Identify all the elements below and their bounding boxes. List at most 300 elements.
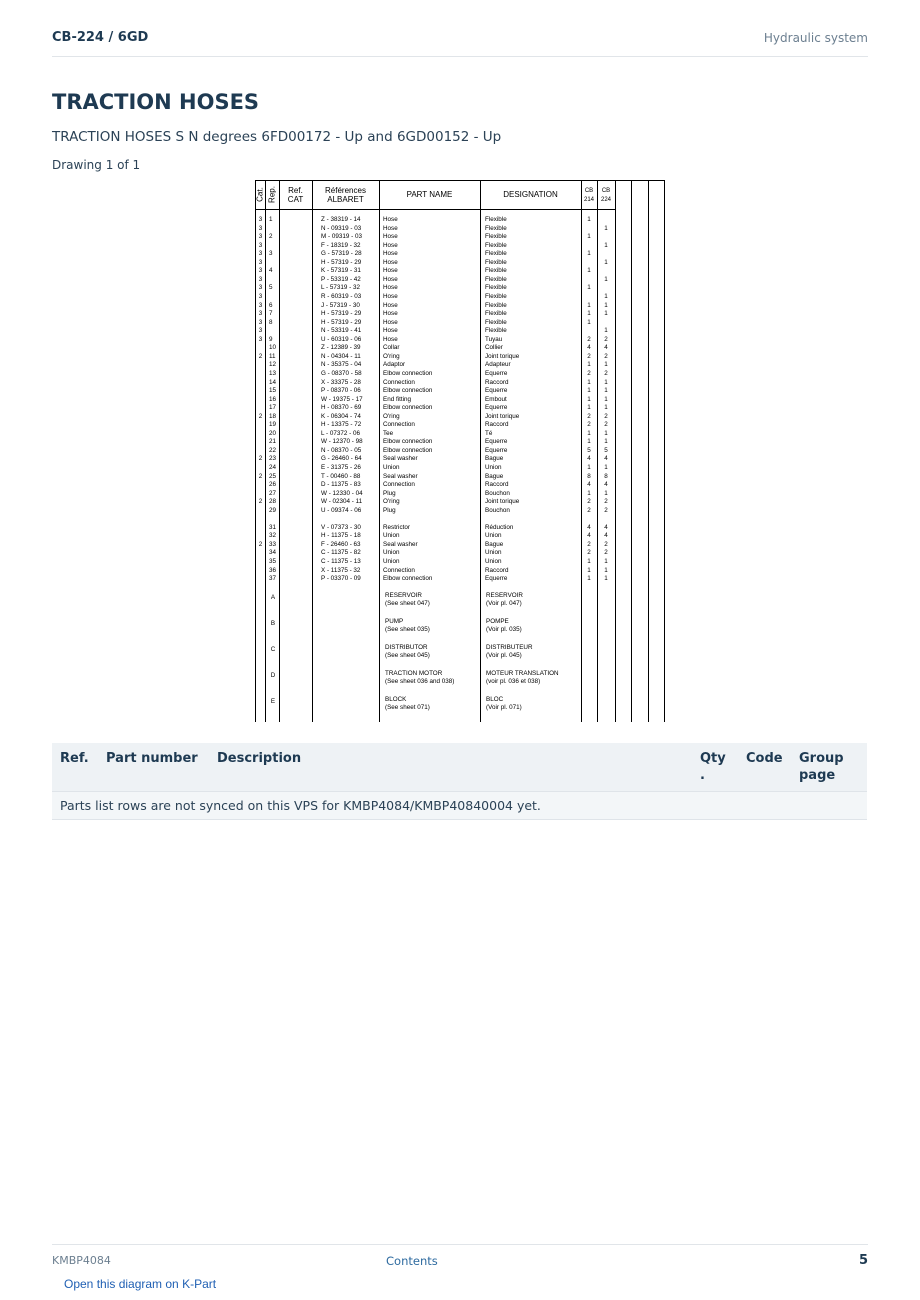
drawing-cell-rep: 27 <box>269 489 277 497</box>
drawing-cell-qty-cb214: 1 <box>587 318 591 326</box>
drawing-cell-qty-cb214: 2 <box>587 352 591 360</box>
column-group-page: Group page <box>791 743 867 792</box>
drawing-cell-reference: V - 07373 - 30 <box>321 523 361 531</box>
drawing-cell-qty-cb214: 1 <box>587 575 591 583</box>
drawing-cell-part-name: Plug <box>383 506 396 514</box>
drawing-cell-part-name: Tee <box>383 429 394 437</box>
drawing-cell-part-name: Adaptor <box>383 361 406 369</box>
drawing-cell-part-name: Seal washer <box>383 455 418 463</box>
drawing-cell-reference: H - 13375 - 72 <box>321 421 362 429</box>
drawing-cell-cat: 3 <box>258 233 263 241</box>
drawing-cell-part-name: Elbow connection <box>383 369 433 377</box>
drawing-cell-part-name: Hose <box>383 301 398 309</box>
drawing-cell-reference: C - 11375 - 13 <box>321 558 361 565</box>
drawing-cell-qty-cb224: 1 <box>604 464 608 471</box>
drawing-cell-reference: X - 33375 - 28 <box>321 378 361 386</box>
drawing-cell-part-name: Union <box>383 558 400 565</box>
drawing-cell-designation: Union <box>485 464 502 471</box>
column-code: Code <box>738 743 791 792</box>
document-code: CB-224 / 6GD <box>52 30 149 45</box>
drawing-cell-designation: Joint torique <box>485 498 520 506</box>
drawing-cell-qty-cb224: 1 <box>604 558 608 565</box>
drawing-cell-designation: Collier <box>485 344 503 352</box>
drawing-cell-rep: 16 <box>269 395 277 403</box>
drawing-cell-reference: M - 09319 - 03 <box>321 233 362 241</box>
drawing-cell-reference: E - 31375 - 26 <box>321 464 361 471</box>
drawing-cell-qty-cb214: 1 <box>587 310 591 317</box>
drawing-cell-part-name: Hose <box>383 318 398 326</box>
drawing-note-rep: A <box>270 594 276 601</box>
drawing-cell-qty-cb224: 2 <box>604 498 608 506</box>
drawing-note-des2: (Voir pl. 035) <box>486 626 522 633</box>
drawing-cell-part-name: Elbow connection <box>383 575 433 583</box>
drawing-cell-designation: Flexible <box>485 216 507 223</box>
drawing-note-name2: (See sheet 047) <box>385 600 430 607</box>
drawing-cell-qty-cb224: 1 <box>604 310 608 317</box>
drawing-cell-qty-cb224: 4 <box>604 344 608 352</box>
drawing-cell-part-name: O'ring <box>383 498 400 506</box>
drawing-cell-part-name: Elbow connection <box>383 438 433 446</box>
drawing-cell-designation: Raccord <box>485 566 509 574</box>
drawing-cell-rep: 24 <box>269 464 277 471</box>
drawing-cell-rep: 10 <box>269 344 277 352</box>
drawing-cell-qty-cb214: 1 <box>587 489 591 497</box>
drawing-cell-designation: Raccord <box>485 421 509 429</box>
drawing-cell-qty-cb214: 1 <box>587 404 591 412</box>
drawing-note-name2: (See sheet 036 and 038) <box>385 678 455 685</box>
drawing-note-name: TRACTION MOTOR <box>385 670 443 677</box>
drawing-cell-qty-cb224: 5 <box>604 446 608 454</box>
drawing-cell-reference: U - 60319 - 06 <box>321 335 362 343</box>
drawing-cell-qty-cb224: 1 <box>604 566 608 574</box>
drawing-cell-reference: H - 57319 - 29 <box>321 310 362 317</box>
drawing-cell-part-name: Hose <box>383 327 398 335</box>
column-qty: Qty . <box>692 743 738 792</box>
drawing-cell-part-name: Seal washer <box>383 540 418 548</box>
drawing-cell-reference: N - 35375 - 04 <box>321 361 362 369</box>
drawing-note-name2: (See sheet 071) <box>385 704 430 711</box>
drawing-cell-cat: 3 <box>258 224 263 232</box>
drawing-cell-reference: D - 11375 - 83 <box>321 481 361 489</box>
drawing-cell-reference: R - 60319 - 03 <box>321 292 362 300</box>
drawing-cell-cat: 3 <box>258 335 263 343</box>
drawing-cell-qty-cb214: 1 <box>587 250 591 258</box>
drawing-cell-rep: 26 <box>269 481 277 489</box>
drawing-cell-qty-cb214: 2 <box>587 369 591 377</box>
drawing-cell-reference: K - 06304 - 74 <box>321 412 361 420</box>
drawing-cell-rep: 14 <box>269 378 277 386</box>
empty-table-message: Parts list rows are not synced on this VPS for KMBP4084/KMBP40840004 yet. <box>52 792 867 820</box>
drawing-cell-qty-cb224: 1 <box>604 575 608 583</box>
section-name: Hydraulic system <box>763 31 868 45</box>
column-part-number: Part number <box>98 743 209 792</box>
drawing-cell-qty-cb224: 1 <box>604 489 608 497</box>
drawing-note-des: DISTRIBUTEUR <box>486 644 533 651</box>
drawing-cell-part-name: Hose <box>383 233 398 241</box>
drawing-cell-qty-cb224: 1 <box>604 258 608 266</box>
drawing-cell-designation: Bague <box>485 455 504 463</box>
drawing-cell-rep: 11 <box>269 352 276 360</box>
drawing-cell-qty-cb224: 4 <box>604 481 608 489</box>
header-designation: DESIGNATION <box>503 190 558 199</box>
parts-drawing <box>255 180 665 722</box>
drawing-cell-part-name: Union <box>383 549 400 557</box>
drawing-cell-qty-cb224: 1 <box>604 361 608 369</box>
drawing-cell-reference: H - 57319 - 29 <box>321 318 362 326</box>
drawing-cell-qty-cb224: 2 <box>604 369 608 377</box>
drawing-cell-rep: 3 <box>269 250 273 258</box>
drawing-cell-part-name: Hose <box>383 250 398 258</box>
page-header <box>52 28 868 57</box>
table-row <box>52 792 867 820</box>
drawing-cell-qty-cb224: 1 <box>604 292 608 300</box>
drawing-cell-reference: T - 00460 - 88 <box>321 472 361 480</box>
drawing-note-name2: (See sheet 045) <box>385 652 430 659</box>
drawing-cell-reference: Z - 38319 - 14 <box>321 216 361 223</box>
drawing-cell-qty-cb214: 2 <box>587 498 591 506</box>
drawing-note-des2: (Voir pl. 045) <box>486 652 522 659</box>
drawing-cell-cat: 2 <box>258 412 263 420</box>
page-footer <box>52 1244 868 1275</box>
drawing-cell-cat: 3 <box>258 258 263 266</box>
drawing-note-des2: (voir pl. 036 et 038) <box>486 678 541 685</box>
drawing-cell-designation: Réduction <box>485 523 514 531</box>
drawing-cell-part-name: Hose <box>383 310 398 317</box>
drawing-cell-reference: W - 12330 - 04 <box>321 489 363 497</box>
drawing-cell-reference: H - 11375 - 18 <box>321 532 361 540</box>
drawing-cell-designation: Equerre <box>485 404 508 412</box>
drawing-cell-reference: N - 09319 - 03 <box>321 224 362 232</box>
drawing-cell-part-name: Connection <box>383 566 415 574</box>
parts-table-header <box>52 743 867 792</box>
drawing-cell-reference: G - 57319 - 28 <box>321 250 362 258</box>
drawing-note-des: MOTEUR TRANSLATION <box>486 670 559 677</box>
parts-list-table <box>52 743 867 820</box>
header-ref-cat: Ref. CAT <box>287 186 304 204</box>
drawing-cell-qty-cb224: 1 <box>604 275 608 283</box>
drawing-cell-qty-cb214: 1 <box>587 233 591 241</box>
drawing-cell-rep: 7 <box>269 310 273 317</box>
drawing-note-rep: C <box>270 646 276 653</box>
drawing-cell-part-name: Restrictor <box>383 523 410 531</box>
drawing-cell-qty-cb214: 1 <box>587 387 591 394</box>
open-on-kpart-link[interactable]: Open this diagram on K-Part <box>64 1277 217 1291</box>
drawing-cell-qty-cb224: 1 <box>604 301 608 309</box>
drawing-cell-rep: 31 <box>269 523 277 531</box>
drawing-cell-reference: N - 53319 - 41 <box>321 327 362 335</box>
drawing-cell-part-name: Elbow connection <box>383 387 433 394</box>
drawing-cell-qty-cb224: 4 <box>604 523 608 531</box>
drawing-cell-cat: 3 <box>258 284 263 292</box>
drawing-cell-qty-cb224: 2 <box>604 506 608 514</box>
drawing-cell-designation: Raccord <box>485 378 509 386</box>
drawing-cell-part-name: Hose <box>383 258 398 266</box>
drawing-cell-reference: C - 11375 - 82 <box>321 549 361 557</box>
drawing-cell-rep: 20 <box>269 429 277 437</box>
drawing-cell-qty-cb224: 1 <box>604 327 608 335</box>
drawing-cell-rep: 22 <box>269 446 277 454</box>
drawing-cell-qty-cb224: 2 <box>604 540 608 548</box>
drawing-cell-reference: N - 08370 - 05 <box>321 446 362 454</box>
drawing-cell-rep: 9 <box>269 335 273 343</box>
drawing-note-name: RESERVOIR <box>385 592 422 599</box>
drawing-cell-part-name: Hose <box>383 216 398 223</box>
drawing-cell-designation: Raccord <box>485 481 509 489</box>
drawing-cell-qty-cb214: 4 <box>587 344 591 352</box>
drawing-cell-reference: W - 19375 - 17 <box>321 395 363 403</box>
drawing-cell-part-name: Connection <box>383 378 415 386</box>
drawing-cell-reference: G - 08370 - 58 <box>321 369 362 377</box>
drawing-cell-designation: Adapteur <box>485 361 511 369</box>
drawing-cell-reference: F - 18319 - 32 <box>321 241 361 249</box>
drawing-note-des: BLOC <box>486 696 504 703</box>
drawing-cell-qty-cb224: 1 <box>604 387 608 394</box>
drawing-note-rep: E <box>270 698 276 705</box>
drawing-cell-part-name: Elbow connection <box>383 446 433 454</box>
drawing-cell-qty-cb224: 1 <box>604 429 608 437</box>
drawing-cell-rep: 28 <box>269 498 277 506</box>
drawing-cell-reference: H - 57319 - 29 <box>321 258 362 266</box>
drawing-cell-cat: 3 <box>258 241 263 249</box>
drawing-cell-reference: W - 12370 - 98 <box>321 438 363 446</box>
drawing-cell-designation: Joint torique <box>485 412 520 420</box>
drawing-cell-reference: W - 02304 - 11 <box>321 498 363 506</box>
drawing-cell-cat: 2 <box>258 472 263 480</box>
drawing-cell-part-name: Connection <box>383 481 415 489</box>
drawing-cell-part-name: Hose <box>383 267 398 275</box>
drawing-cell-rep: 37 <box>269 575 277 583</box>
drawing-cell-rep: 15 <box>269 387 277 394</box>
drawing-cell-part-name: Hose <box>383 224 398 232</box>
drawing-cell-qty-cb214: 1 <box>587 438 591 446</box>
drawing-cell-part-name: End fitting <box>383 395 412 403</box>
drawing-cell-part-name: Hose <box>383 284 398 292</box>
drawing-cell-reference: U - 09374 - 06 <box>321 506 362 514</box>
drawing-cell-rep: 18 <box>269 412 277 420</box>
drawing-cell-qty-cb214: 1 <box>587 216 591 223</box>
drawing-cell-designation: Bouchon <box>485 489 510 497</box>
page-title: TRACTION HOSES <box>52 90 260 114</box>
drawing-cell-part-name: Connection <box>383 421 415 429</box>
drawing-cell-reference: L - 07372 - 06 <box>321 429 360 437</box>
drawing-cell-part-name: Seal washer <box>383 472 418 480</box>
drawing-cell-rep: 35 <box>269 558 277 565</box>
drawing-cell-designation: Flexible <box>485 233 507 241</box>
page-subtitle: TRACTION HOSES S N degrees 6FD00172 - Up and 6GD00152 - Up <box>52 129 502 145</box>
drawing-cell-rep: 25 <box>269 472 277 480</box>
drawing-cell-qty-cb214: 5 <box>587 446 591 454</box>
drawing-cell-rep: 36 <box>269 566 277 574</box>
contents-link[interactable]: Contents <box>386 1254 438 1268</box>
drawing-cell-rep: 12 <box>269 361 277 369</box>
drawing-cell-cat: 3 <box>258 275 263 283</box>
drawing-cell-cat: 3 <box>258 301 263 309</box>
drawing-note-des: POMPE <box>486 618 509 625</box>
drawing-cell-part-name: Hose <box>383 335 398 343</box>
drawing-cell-cat: 3 <box>258 327 263 335</box>
drawing-cell-rep: 2 <box>269 233 273 241</box>
drawing-cell-qty-cb214: 2 <box>587 421 591 429</box>
header-part-name: PART NAME <box>406 190 453 199</box>
drawing-cell-designation: Bague <box>485 472 504 480</box>
drawing-cell-rep: 32 <box>269 532 277 540</box>
drawing-note-des2: (Voir pl. 071) <box>486 704 522 711</box>
drawing-cell-designation: Equerre <box>485 575 508 583</box>
drawing-cell-reference: Z - 12389 - 39 <box>321 344 361 352</box>
drawing-cell-reference: K - 57319 - 31 <box>321 267 361 275</box>
drawing-cell-qty-cb214: 1 <box>587 361 591 369</box>
drawing-cell-qty-cb224: 2 <box>604 549 608 557</box>
drawing-cell-rep: 34 <box>269 549 277 557</box>
drawing-cell-qty-cb224: 1 <box>604 438 608 446</box>
drawing-cell-qty-cb214: 1 <box>587 558 591 565</box>
drawing-cell-qty-cb214: 4 <box>587 481 591 489</box>
drawing-cell-designation: Té <box>485 429 493 437</box>
drawing-cell-qty-cb214: 2 <box>587 412 591 420</box>
drawing-cell-rep: 6 <box>269 301 273 309</box>
header-cat: Cat. <box>255 187 265 202</box>
drawing-cell-designation: Equerre <box>485 369 508 377</box>
drawing-cell-qty-cb224: 1 <box>604 241 608 249</box>
drawing-cell-qty-cb214: 2 <box>587 335 591 343</box>
drawing-cell-reference: G - 26460 - 64 <box>321 455 362 463</box>
drawing-cell-part-name: Hose <box>383 241 398 249</box>
drawing-cell-reference: P - 08370 - 06 <box>321 387 361 394</box>
drawing-cell-qty-cb214: 1 <box>587 429 591 437</box>
drawing-cell-part-name: Collar <box>383 344 400 352</box>
drawing-cell-qty-cb224: 4 <box>604 532 608 540</box>
drawing-cell-part-name: Elbow connection <box>383 404 433 412</box>
drawing-note-rep: B <box>270 620 276 627</box>
drawing-cell-designation: Embout <box>485 395 507 403</box>
drawing-cell-qty-cb214: 1 <box>587 395 591 403</box>
drawing-note-des: RESERVOIR <box>486 592 523 599</box>
drawing-cell-cat: 2 <box>258 498 263 506</box>
drawing-cell-cat: 3 <box>258 216 263 223</box>
drawing-cell-qty-cb214: 1 <box>587 284 591 292</box>
drawing-cell-qty-cb214: 2 <box>587 549 591 557</box>
drawing-label: Drawing 1 of 1 <box>52 158 141 172</box>
drawing-cell-cat: 3 <box>258 250 263 258</box>
header-references: Références ALBARET <box>325 186 366 204</box>
page-number: 5 <box>858 1253 868 1268</box>
drawing-cell-qty-cb224: 2 <box>604 335 608 343</box>
drawing-cell-qty-cb224: 1 <box>604 395 608 403</box>
drawing-cell-qty-cb214: 4 <box>587 455 591 463</box>
drawing-cell-designation: Union <box>485 549 502 557</box>
drawing-cell-qty-cb224: 1 <box>604 404 608 412</box>
drawing-cell-designation: Flexible <box>485 258 507 266</box>
drawing-cell-designation: Bague <box>485 540 504 548</box>
drawing-cell-qty-cb224: 4 <box>604 455 608 463</box>
drawing-cell-qty-cb214: 1 <box>587 378 591 386</box>
drawing-cell-cat: 3 <box>258 267 263 275</box>
drawing-cell-rep: 17 <box>269 404 277 412</box>
drawing-cell-qty-cb214: 2 <box>587 506 591 514</box>
drawing-cell-reference: N - 04304 - 11 <box>321 352 361 360</box>
drawing-cell-designation: Union <box>485 558 502 565</box>
drawing-cell-rep: 4 <box>269 267 273 275</box>
drawing-cell-designation: Flexible <box>485 310 507 317</box>
drawing-cell-cat: 2 <box>258 352 263 360</box>
drawing-cell-qty-cb214: 1 <box>587 566 591 574</box>
drawing-cell-qty-cb224: 1 <box>604 378 608 386</box>
drawing-note-name: PUMP <box>385 618 404 625</box>
drawing-cell-designation: Tuyau <box>485 335 503 343</box>
drawing-cell-designation: Union <box>485 532 502 540</box>
drawing-cell-reference: H - 08370 - 69 <box>321 404 362 412</box>
drawing-cell-designation: Flexible <box>485 275 507 283</box>
drawing-cell-reference: P - 03370 - 09 <box>321 575 361 583</box>
drawing-cell-qty-cb224: 1 <box>604 224 608 232</box>
drawing-cell-designation: Bouchon <box>485 506 510 514</box>
drawing-cell-rep: 5 <box>269 284 273 292</box>
drawing-cell-part-name: Hose <box>383 292 398 300</box>
drawing-cell-qty-cb224: 8 <box>604 472 608 480</box>
drawing-cell-part-name: Plug <box>383 489 396 497</box>
drawing-cell-part-name: Hose <box>383 275 398 283</box>
header-cb214: CB 214 <box>583 188 594 203</box>
drawing-cell-designation: Flexible <box>485 241 507 249</box>
drawing-cell-qty-cb214: 8 <box>587 472 591 480</box>
drawing-cell-cat: 2 <box>258 540 263 548</box>
drawing-cell-qty-cb224: 2 <box>604 412 608 420</box>
drawing-cell-qty-cb214: 4 <box>587 532 591 540</box>
drawing-cell-rep: 19 <box>269 421 277 429</box>
drawing-cell-rep: 23 <box>269 455 277 463</box>
drawing-cell-qty-cb224: 2 <box>604 352 608 360</box>
drawing-note-name: DISTRIBUTOR <box>385 644 428 651</box>
drawing-cell-cat: 3 <box>258 310 263 317</box>
drawing-cell-rep: 29 <box>269 506 277 514</box>
drawing-cell-designation: Flexible <box>485 224 507 232</box>
footer-document-code: KMBP4084 <box>52 1254 111 1267</box>
drawing-cell-designation: Flexible <box>485 301 507 309</box>
drawing-cell-designation: Joint torique <box>485 352 520 360</box>
header-cb224: CB 224 <box>600 188 611 203</box>
drawing-cell-reference: X - 11375 - 32 <box>321 566 361 574</box>
drawing-cell-cat: 3 <box>258 318 263 326</box>
drawing-cell-rep: 8 <box>269 318 273 326</box>
header-rep: Rep. <box>267 186 277 203</box>
drawing-cell-designation: Flexible <box>485 284 507 292</box>
column-description: Description <box>209 743 692 792</box>
drawing-note-des2: (Voir pl. 047) <box>486 600 522 607</box>
drawing-cell-designation: Flexible <box>485 292 507 300</box>
drawing-cell-designation: Flexible <box>485 250 507 258</box>
drawing-cell-cat: 3 <box>258 292 263 300</box>
drawing-cell-reference: J - 57319 - 30 <box>321 301 360 309</box>
drawing-cell-qty-cb214: 4 <box>587 523 591 531</box>
drawing-cell-reference: F - 26460 - 63 <box>321 540 361 548</box>
drawing-note-name: BLOCK <box>385 696 407 703</box>
drawing-cell-reference: L - 57319 - 32 <box>321 284 360 292</box>
drawing-cell-designation: Equerre <box>485 446 508 454</box>
drawing-note-rep: D <box>270 672 276 679</box>
drawing-cell-cat: 2 <box>258 455 263 463</box>
drawing-cell-qty-cb214: 1 <box>587 267 591 275</box>
drawing-cell-qty-cb214: 1 <box>587 464 591 471</box>
drawing-cell-qty-cb224: 2 <box>604 421 608 429</box>
drawing-cell-reference: P - 53319 - 42 <box>321 275 361 283</box>
drawing-note-name2: (See sheet 035) <box>385 626 430 633</box>
drawing-cell-qty-cb214: 1 <box>587 301 591 309</box>
drawing-cell-rep: 21 <box>269 438 277 446</box>
drawing-cell-rep: 33 <box>269 540 277 548</box>
drawing-cell-designation: Equerre <box>485 438 508 446</box>
drawing-cell-rep: 1 <box>269 216 273 223</box>
drawing-cell-designation: Flexible <box>485 318 507 326</box>
